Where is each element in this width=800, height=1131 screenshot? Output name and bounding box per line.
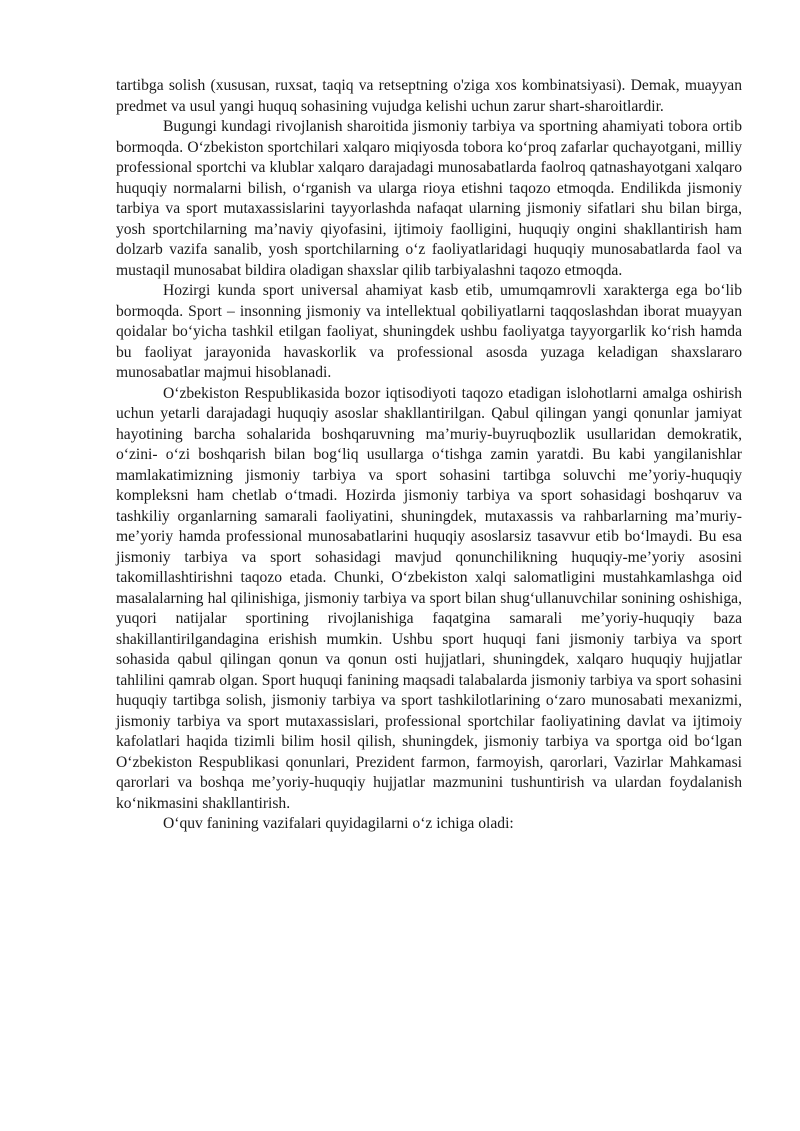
paragraph-sport-importance: Bugungi kundagi rivojlanish sharoitida jismoniy tarbiya va sportning ahamiyati tobora ortib bormoqda. O‘zbekiston sportchilari xalqaro miqiyosda tobora ko‘proq zafarlar quchayotgani, milliy professional sportchi va klublar xalqaro darajadagi munosabatlarda faolroq qatnashayotgani xalqaro huquqiy normalarni bilish, o‘rganish va ularga rioya etishni taqozo etmoqda. Endilikda jismoniy tarbiya va sport mutaxassislarini tayyorlashda nafaqat ularning jismoniy sifatlari shu bilan birga, yosh sportchilarning ma’naviy qiyofasini, ijtimoiy faolligini, huquqiy ongini shakllantirish ham dolzarb vazifa sanalib, yosh sportchilarning o‘z faoliyatlaridagi huquqiy munosabatlarda faol va mustaqil munosabat bildira oladigan shaxslar qilib tarbiyalashni taqozo etmoqda. (116, 118, 742, 279)
paragraph-sport-definition: Hozirgi kunda sport universal ahamiyat kasb etib, umumqamrovli xarakterga ega bo‘lib bormoqda. Sport – insonning jismoniy va intellektual qobiliyatlarni taqqoslashdan iborat muayyan qoidalar bo‘yicha tashkil etilgan faoliyat, shuningdek ushbu faoliyatga tayyorgarlik ko‘rish hamda bu faoliyat jarayonida havaskorlik va professional asosda yuzaga keladigan shaxslararo munosabatlar majmui hisoblanadi. (116, 282, 742, 381)
paragraph-legal-reforms: O‘zbekiston Respublikasida bozor iqtisodiyoti taqozo etadigan islohotlarni amalga oshirish uchun yetarli darajadagi huquqiy asoslar shakllantirilgan. Qabul qilingan yangi qonunlar jamiyat hayotining barcha sohalarida boshqaruvning ma’muriy-buyruqbozlik usullaridan demokratik, o‘zini- o‘zi boshqarish bilan bog‘liq usullarga o‘tishga zamin yaratdi. Bu kabi yangilanishlar mamlakatimizning jismoniy tarbiya va sport sohasini tartibga soluvchi me’yoriy-huquqiy kompleksni ham chetlab o‘tmadi. Hozirda jismoniy tarbiya va sport sohasidagi boshqaruv va tashkiliy organlarning samarali faoliyatini, shuningdek, mutaxassis va rahbarlarning ma’muriy-me’yoriy hamda professional munosabatlarini huquqiy asoslarsiz tasavvur etib bo‘lmaydi. Bu esa jismoniy tarbiya va sport sohasidagi mavjud qonunchilikning huquqiy-me’yoriy asosini takomillashtirishni taqozo etada. Chunki, O‘zbekiston xalqi salomatligini mustahkamlashga oid masalalarning hal qilinishiga, jismoniy tarbiya va sport bilan shug‘ullanuvchilar sonining oshishiga, yuqori natijalar sportining rivojlanishiga faqatgina samarali me’yoriy-huquqiy baza shakillantirilgandagina erishish mumkin. Ushbu sport huquqi fani jismoniy tarbiya va sport sohasida qabul qilingan qonun va qonun osti hujjatlari, shuningdek, xalqaro huquqiy hujjatlar tahlilini qamrab olgan. Sport huquqi fanining maqsadi talabalarda jismoniy tarbiya va sport sohasini huquqiy tartibga solish, jismoniy tarbiya va sport tashkilotlarining o‘zaro munosabati mexanizmi, jismoniy tarbiya va sport mutaxassislari, professional sportchilar faoliyatining davlat va ijtimoiy kafolatlari haqida tizimli bilim hosil qilish, shuningdek, jismoniy tarbiya va sportga oid bo‘lgan O‘zbekiston Respublikasi qonunlari, Prezident farmon, farmoyish, qarorlari, Vazirlar Mahkamasi qarorlari va boshqa me’yoriy-huquqiy hujjatlar mazmunini tushuntirish va ulardan foydalanish ko‘nikmasini shakllantirish. (116, 384, 742, 812)
paragraph-continuation: tartibga solish (xususan, ruxsat, taqiq va retseptning o'ziga xos kombinatsiyasi). Demak, muayyan predmet va usul yangi huquq sohasining vujudga kelishi uchun zarur shart-sharoitlardir. (116, 77, 742, 115)
paragraph-course-tasks-intro: O‘quv fanining vazifalari quyidagilarni o‘z ichiga oladi: (163, 815, 514, 832)
document-page (116, 76, 742, 835)
